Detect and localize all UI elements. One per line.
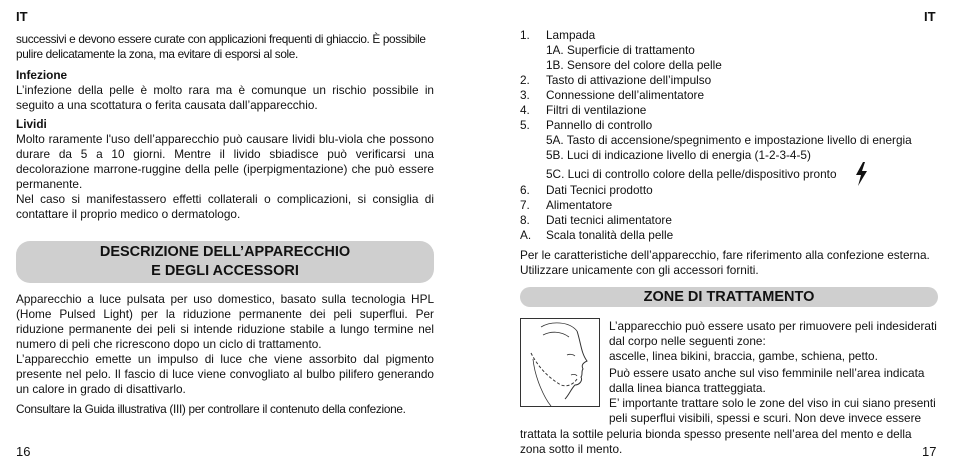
zone-text-line: zona sotto il mento. — [520, 442, 623, 456]
list-item-number: 8. — [520, 213, 530, 227]
list-item-number: 7. — [520, 198, 530, 212]
description-paragraph-2: L’apparecchio emette un impulso di luce che viene assorbito dal pigmento presente nel pelo. Il fascio di luce viene convogliato al bulbo pilifero generando un calore in grado di disattivarlo. — [16, 352, 434, 396]
list-item — [520, 148, 940, 163]
component-list — [520, 28, 940, 243]
list-item — [520, 88, 940, 103]
list-item-text: Connessione dell’alimentatore — [546, 88, 705, 102]
zone-text-line: dalla linea bianca tratteggiata. — [609, 381, 766, 395]
zone-text-line: Può essere usato anche sul viso femminile nell’area indicata — [609, 366, 925, 380]
language-label-left: IT — [16, 9, 28, 24]
list-item-number: 1. — [520, 28, 530, 42]
list-item-text: 1A. Superficie di trattamento — [546, 43, 695, 57]
list-item-5c — [520, 163, 940, 183]
zone-paragraph-2 — [609, 366, 940, 426]
list-item — [520, 43, 940, 58]
list-item-text: Tasto di attivazione dell’impulso — [546, 73, 712, 87]
list-item-text: Alimentatore — [546, 198, 613, 212]
infezione-paragraph: L’infezione della pelle è molto rara ma è comunque un rischio possibile in seguito a una scottatura o ferita causata dall’apparecchio. — [16, 83, 434, 112]
description-paragraph-1: Apparecchio a luce pulsata per uso domestico, basato sulla tecnologia HPL (Home Pulsed Light) per la riduzione permanente dei peli superflui. Per riduzione permanente dei peli si intende riduzione stabile a lungo termine nel numero di peli che ricrescono dopo un ciclo di trattamento. — [16, 292, 434, 351]
list-item-text: 5B. Luci di indicazione livello di energia (1-2-3-4-5) — [546, 148, 811, 162]
list-item-number: A. — [520, 228, 532, 242]
list-item — [520, 118, 940, 133]
zone-text-line: ascelle, linea bikini, braccia, gambe, schiena, petto. — [609, 349, 878, 363]
list-item — [520, 133, 940, 148]
list-item — [520, 28, 940, 43]
list-item-number: 5. — [520, 118, 530, 132]
list-item — [520, 58, 940, 73]
lividi-paragraph: Molto raramente l'uso dell’apparecchio può causare lividi blu-viola che possono durare da 5 a 10 giorni. Mentre il livido sbiadisce può verificarsi una decolorazione marrone-ruggine della pelle (iperpigmentazione) che può essere permanente. — [16, 132, 434, 191]
list-item-text: Dati Tecnici prodotto — [546, 183, 653, 197]
list-item-number: 3. — [520, 88, 530, 102]
section-title-line2: E DEGLI ACCESSORI — [151, 263, 299, 279]
face-illustration — [520, 318, 600, 407]
zone-text-line: dal corpo nelle seguenti zone: — [609, 334, 766, 348]
zone-text-line: L’apparecchio può essere usato per rimuovere peli indesiderati — [609, 319, 937, 333]
list-item-5c-text: 5C. Luci di controllo colore della pelle/dispositivo pronto — [546, 167, 837, 181]
lividi-paragraph-2: Nel caso si manifestassero effetti collaterali o complicazioni, si consiglia di contattare il proprio medico o dermatologo. — [16, 192, 434, 221]
zone-paragraph-1 — [609, 319, 940, 364]
intro-paragraph: successivi e devono essere curate con applicazioni frequenti di ghiaccio. È possibile pulire delicatamente la zona, ma evitare di esporsi al sole. — [16, 32, 426, 61]
zone-text-line: peli superflui visibili, spessi e scuri. Non deve invece essere — [609, 411, 922, 425]
list-item — [520, 73, 940, 88]
list-item-number: 4. — [520, 103, 530, 117]
page-number-right: 17 — [922, 444, 937, 459]
section-banner-descrizione — [16, 241, 434, 283]
list-item-number: 6. — [520, 183, 530, 197]
lividi-heading: Lividi — [16, 117, 47, 131]
zone-text-line: E’ importante trattare solo le zone del viso in cui siano presenti — [609, 396, 936, 410]
note-paragraph: Per le caratteristiche dell’apparecchio, fare riferimento alla confezione esterna. Utilizzare unicamente con gli accessori forniti. — [520, 248, 930, 277]
list-item — [520, 198, 940, 213]
description-paragraph-3: Consultare la Guida illustrativa (III) per controllare il contenuto della confezione. — [16, 402, 406, 416]
list-item — [520, 228, 940, 243]
section-title-zone: ZONE DI TRATTAMENTO — [643, 289, 815, 305]
list-item-number: 2. — [520, 73, 530, 87]
list-item — [520, 213, 940, 228]
infezione-heading: Infezione — [16, 68, 68, 82]
list-item-text: Lampada — [546, 28, 596, 42]
list-item — [520, 103, 940, 118]
list-item-text: 1B. Sensore del colore della pelle — [546, 58, 722, 72]
list-item-text: Pannello di controllo — [546, 118, 653, 132]
zone-paragraph-2-continued — [520, 427, 940, 457]
list-item-text: Scala tonalità della pelle — [546, 228, 674, 242]
zone-text-line: trattata la sottile peluria bionda spesso presente nell’area del mento e della — [520, 427, 912, 441]
list-item-text: Dati tecnici alimentatore — [546, 213, 672, 227]
language-label-right: IT — [924, 9, 936, 24]
list-item-text: Filtri di ventilazione — [546, 103, 647, 117]
list-item — [520, 183, 940, 198]
page-number-left: 16 — [16, 444, 31, 459]
list-item-text: 5A. Tasto di accensione/spegnimento e impostazione livello di energia — [546, 133, 912, 147]
section-banner-zone — [520, 287, 938, 307]
section-title-line1: DESCRIZIONE DELL’APPARECCHIO — [99, 244, 351, 260]
